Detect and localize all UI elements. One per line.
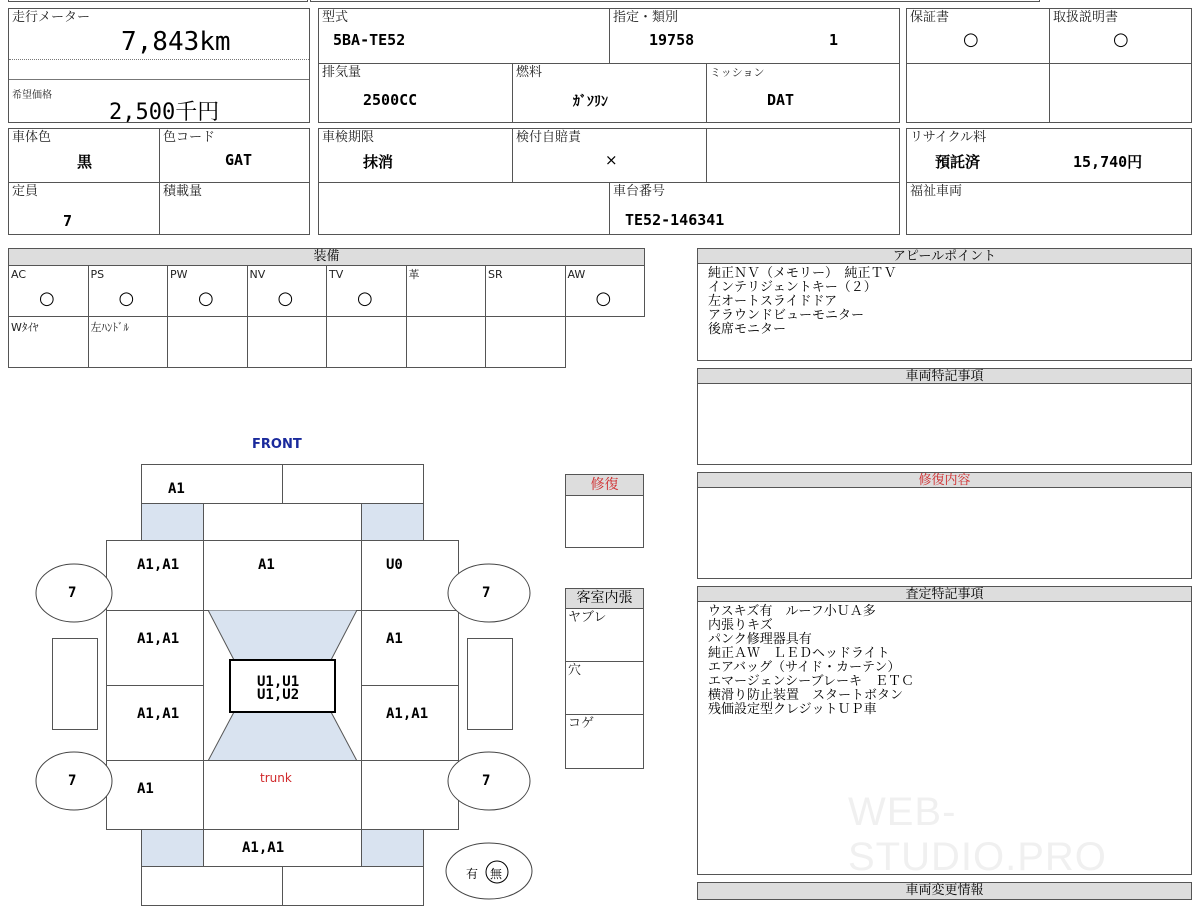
spare-no: 無 <box>490 867 503 881</box>
front-label: FRONT <box>252 437 302 452</box>
repair-box <box>565 495 644 548</box>
load-label: 積載量 <box>163 184 203 199</box>
equipment-label: AW <box>567 268 586 281</box>
equipment-cell <box>167 265 248 317</box>
divider <box>9 59 309 60</box>
left-quarter <box>106 760 204 830</box>
hood-right-value: U0 <box>386 557 403 573</box>
capacity-label: 定員 <box>12 184 39 199</box>
chassis-value: TE52-146341 <box>625 211 725 229</box>
roof-value-2: U1,U2 <box>257 687 300 703</box>
price-label: 希望価格 <box>12 90 52 101</box>
warranty-label: 保証書 <box>910 10 950 25</box>
right-side-panel <box>467 638 513 730</box>
equipment-cell <box>88 316 169 368</box>
divider <box>609 9 610 63</box>
displacement-value: 2500CC <box>363 91 418 109</box>
roof-value-1: U1,U1 <box>257 674 300 690</box>
front-right-fender <box>361 503 424 541</box>
vehicle-notes-box <box>697 383 1192 465</box>
mission-label: ミッション <box>710 66 765 79</box>
equipment-label: SR <box>488 268 503 281</box>
recycle-box <box>906 128 1192 235</box>
equipment-mark: ○ <box>357 288 373 309</box>
divider <box>609 182 610 234</box>
interior-item <box>565 714 644 769</box>
model-label: 型式 <box>322 10 349 25</box>
rear-bumper-value: A1,A1 <box>242 840 285 856</box>
hood-left-value: A1,A1 <box>137 557 180 573</box>
interior-item-label: コゲ <box>568 716 595 731</box>
designation-value: 19758 <box>649 31 695 49</box>
hood-right <box>361 540 459 611</box>
spare-yes: 有 <box>466 867 479 881</box>
spec-box <box>318 8 900 123</box>
interior-item <box>565 661 644 715</box>
front-bumper-right <box>282 464 424 504</box>
equipment-cell <box>8 316 89 368</box>
equipment-cell <box>88 265 169 317</box>
spare-tire <box>443 840 535 902</box>
mileage-label: 走行メーター <box>12 10 91 25</box>
equipment-mark: ○ <box>118 288 135 309</box>
front-left-fender <box>141 503 204 541</box>
equipment-mark: ○ <box>198 288 214 309</box>
note-line: 左オートスライドドア <box>708 294 838 309</box>
note-line: インテリジェントキー（２） <box>708 280 877 295</box>
insurance-value: × <box>605 151 618 169</box>
equipment-label: TV <box>329 268 344 281</box>
rear-right-fender <box>361 829 424 867</box>
warranty-box <box>906 8 1192 123</box>
interior-title: 客室内張 <box>565 588 644 609</box>
equipment-mark: ○ <box>595 288 612 309</box>
color-code-label: 色コード <box>163 130 216 145</box>
note-line: 残価設定型クレジットＵＰ車 <box>708 702 877 717</box>
appeal-box <box>697 263 1192 361</box>
equipment-label: PW <box>170 268 188 281</box>
divider <box>907 182 1191 183</box>
divider <box>706 129 707 182</box>
repair-title: 修復 <box>565 474 644 496</box>
designation-label: 指定・類別 <box>613 10 679 25</box>
rear-bumper <box>203 829 362 867</box>
assessment-lines <box>708 605 914 717</box>
divider <box>706 63 707 123</box>
interior-item <box>565 608 644 662</box>
left-front-door-value: A1,A1 <box>137 631 180 647</box>
hood-value: A1 <box>258 557 275 573</box>
divider <box>319 63 899 64</box>
color-label: 車体色 <box>12 130 52 145</box>
front-panel <box>203 503 362 541</box>
right-front-door-value: A1 <box>386 631 403 647</box>
trunk-label: trunk <box>260 771 292 785</box>
price-value: 2,500千円 <box>109 100 220 125</box>
welfare-label: 福祉車両 <box>910 184 963 199</box>
note-line: ウスキズ有 ルーフ小ＵＡ多 <box>708 604 876 619</box>
assessment-title: 査定特記事項 <box>697 586 1192 602</box>
windshield <box>208 610 357 660</box>
recycle-status: 預託済 <box>935 153 981 171</box>
capacity-value: 7 <box>63 212 73 230</box>
divider <box>9 79 309 80</box>
color-code-value: GAT <box>225 151 253 169</box>
assessment-box <box>697 601 1192 879</box>
front-bumper-value: A1 <box>168 481 185 497</box>
equipment-label: Wﾀｲﾔ <box>11 321 39 334</box>
note-line: アラウンドビューモニター <box>708 308 865 323</box>
left-front-door <box>106 610 204 686</box>
chassis-label: 車台番号 <box>613 184 666 199</box>
recycle-value: 15,740円 <box>1073 153 1143 171</box>
rear-left-fender <box>141 829 204 867</box>
equipment-label: PS <box>90 268 105 281</box>
equipment-cell <box>406 316 487 368</box>
equipment-cell <box>565 265 646 317</box>
top-edge-mid <box>310 0 1040 2</box>
fuel-value: ｶﾞｿﾘﾝ <box>573 94 608 110</box>
displacement-label: 排気量 <box>322 65 362 80</box>
equipment-mark: ○ <box>39 288 55 309</box>
tire-rear-right-value: 7 <box>482 773 491 789</box>
note-line: 横滑り防止装置 スタートボタン <box>708 688 904 703</box>
equipment-title: 装備 <box>8 248 645 266</box>
equipment-label: AC <box>11 268 27 281</box>
rear-glass <box>208 712 357 761</box>
mileage-price-box <box>8 8 310 123</box>
divider <box>512 63 513 123</box>
left-quarter-value: A1 <box>137 781 154 797</box>
vehicle-notes-title: 車両特記事項 <box>697 368 1192 384</box>
tire-front-left-value: 7 <box>68 585 77 601</box>
note-line: 後席モニター <box>708 322 787 337</box>
model-value: 5BA-TE52 <box>333 31 406 49</box>
equipment-cell <box>406 265 487 317</box>
hood-left <box>106 540 204 611</box>
hood <box>203 540 362 611</box>
equipment-mark: ○ <box>277 288 294 309</box>
note-line: パンク修理器具有 <box>708 632 812 647</box>
fuel-label: 燃料 <box>516 65 543 80</box>
equipment-cell <box>247 265 328 317</box>
manual-label: 取扱説明書 <box>1053 10 1119 25</box>
color-capacity-box <box>8 128 310 235</box>
right-rear-door <box>361 685 459 761</box>
classification-value: 1 <box>829 31 839 49</box>
appeal-title: アピールポイント <box>697 248 1192 264</box>
insurance-label: 検付自賠責 <box>516 130 582 145</box>
rear-panel-right <box>282 866 424 906</box>
repair-details-title: 修復内容 <box>697 472 1192 488</box>
tire-rear-left-value: 7 <box>68 773 77 789</box>
equipment-cell <box>167 316 248 368</box>
mileage-value: 7,843km <box>121 27 231 57</box>
note-line: エアバッグ（サイド・カーテン） <box>708 660 901 675</box>
trunk-lid <box>203 760 362 830</box>
top-edge-left <box>8 0 308 2</box>
left-side-panel <box>52 638 98 730</box>
equipment-label: NV <box>249 268 266 281</box>
change-info-title: 車両変更情報 <box>697 882 1192 900</box>
front-bumper-left <box>141 464 283 504</box>
equipment-cell <box>326 265 407 317</box>
repair-details-box <box>697 487 1192 579</box>
note-line: 内張りキズ <box>708 618 773 633</box>
right-rear-door-value: A1,A1 <box>386 706 429 722</box>
divider <box>9 182 309 183</box>
equipment-cell <box>247 316 328 368</box>
equipment-cell <box>8 265 89 317</box>
mission-value: DAT <box>767 91 795 109</box>
right-front-door <box>361 610 459 686</box>
warranty-mark: ○ <box>963 29 979 50</box>
inspection-label: 車検期限 <box>322 130 375 145</box>
manual-mark: ○ <box>1113 29 1129 50</box>
left-rear-door-value: A1,A1 <box>137 706 180 722</box>
rear-panel-left <box>141 866 283 906</box>
appeal-lines <box>708 267 897 337</box>
tire-front-right-value: 7 <box>482 585 491 601</box>
inspection-value: 抹消 <box>363 153 394 171</box>
watermark: WEB-STUDIO.PRO <box>848 790 1107 879</box>
inspection-box <box>318 128 900 235</box>
equipment-label: 革 <box>408 268 420 281</box>
note-line: 純正ＮＶ（メモリー） 純正ＴＶ <box>708 266 897 281</box>
interior-item-label: ヤブレ <box>568 610 607 625</box>
note-line: エマージェンシーブレーキ ＥＴＣ <box>708 674 914 689</box>
divider <box>907 63 1191 64</box>
divider <box>512 129 513 182</box>
equipment-cell <box>485 316 566 368</box>
left-rear-door <box>106 685 204 761</box>
equipment-label: 左ﾊﾝﾄﾞﾙ <box>90 321 129 334</box>
interior-item-label: 穴 <box>568 663 582 678</box>
color-value: 黒 <box>77 153 93 171</box>
note-line: 純正ＡＷ ＬＥＤヘッドライト <box>708 646 890 661</box>
recycle-label: リサイクル料 <box>910 130 987 145</box>
right-quarter <box>361 760 459 830</box>
equipment-cell <box>326 316 407 368</box>
equipment-cell <box>485 265 566 317</box>
divider <box>1049 9 1050 122</box>
